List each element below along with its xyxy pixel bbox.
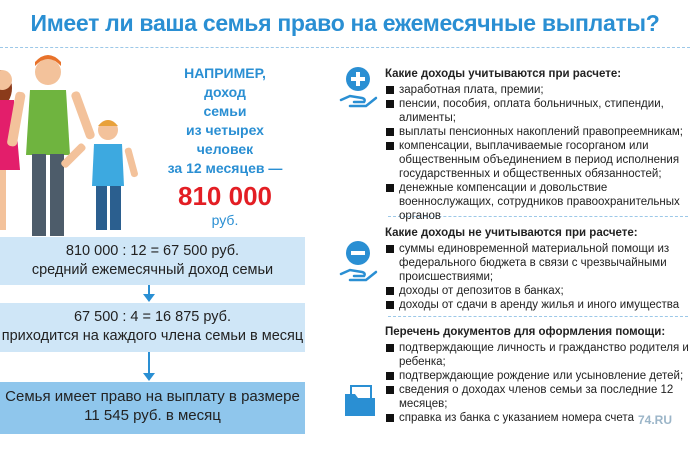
calc-step-monthly [0, 237, 305, 285]
section-heading: Какие доходы не учитываются при расчете: [385, 227, 638, 239]
list-item: компенсации, выплачиваемые госорганом или общественным объединением в период исполнения государственных и общественных обязанностей; [385, 139, 690, 181]
hand-minus-icon [338, 240, 378, 284]
example-line: человек [196, 141, 254, 157]
calc-step-formula: Семья имеет право на выплату в размере [5, 388, 300, 405]
list-item: доходы от сдачи в аренду жилья и иного имущества [385, 298, 690, 312]
calc-step-caption: 11 545 руб. в месяц [84, 407, 221, 424]
list-item: заработная плата, премии; [385, 83, 690, 97]
arrow-down-icon [143, 294, 155, 302]
section-not-counted-income [385, 226, 690, 312]
family-illustration [0, 50, 150, 240]
example-amount: 810 000 [178, 181, 272, 211]
example-line: семьи [203, 103, 247, 119]
title-divider [0, 47, 690, 48]
calc-step-formula: 67 500 : 4 = 16 875 руб. [73, 309, 232, 325]
example-line: НАПРИМЕР, [184, 65, 266, 81]
example-line: доход [204, 84, 246, 100]
list-item: денежные компенсации и довольствие военнослужащих, сотрудников правоохранительных органов [385, 181, 690, 223]
section-divider [388, 316, 688, 317]
example-line: за 12 месяцев — [167, 160, 283, 176]
example-line: из четырех [186, 122, 264, 138]
page-title: Имеет ли ваша семья право на ежемесячные выплаты? [30, 10, 660, 36]
list-item: доходы от депозитов в банках; [385, 284, 690, 298]
section-heading: Перечень документов для оформления помощи: [385, 326, 666, 338]
folder-documents-icon [343, 384, 377, 418]
calc-step-caption: приходится на каждого члена семьи в месяц [1, 328, 304, 344]
connector-line [148, 352, 150, 374]
section-counted-income [385, 67, 690, 223]
arrow-down-icon [143, 373, 155, 381]
calc-step-per-person [0, 303, 305, 352]
list-item: выплаты пенсионных накоплений правопреемникам; [385, 125, 690, 139]
list-item: подтверждающие личность и гражданство родителя и ребенка; [385, 341, 690, 369]
list-item: справка из банка с указанием номера счета [385, 411, 690, 425]
list-item: сведения о доходах членов семьи за последние 12 месяцев; [385, 383, 690, 411]
list-item: пенсии, пособия, оплата больничных, стипендии, алименты; [385, 97, 690, 125]
section-documents [385, 325, 690, 425]
list-item: суммы единовременной материальной помощи из федерального бюджета в связи с чрезвычайными происшествиями; [385, 242, 690, 284]
example-unit: руб. [211, 212, 239, 228]
calc-step-caption: средний ежемесячный доход семьи [31, 262, 274, 278]
list-item: подтверждающие рождение или усыновление детей; [385, 369, 690, 383]
watermark: 74.RU [638, 413, 673, 427]
calc-step-result [0, 382, 305, 434]
calc-step-formula: 810 000 : 12 = 67 500 руб. [65, 243, 240, 259]
example-block [165, 64, 285, 230]
hand-plus-icon [338, 66, 378, 110]
section-heading: Какие доходы учитываются при расчете: [385, 68, 622, 80]
